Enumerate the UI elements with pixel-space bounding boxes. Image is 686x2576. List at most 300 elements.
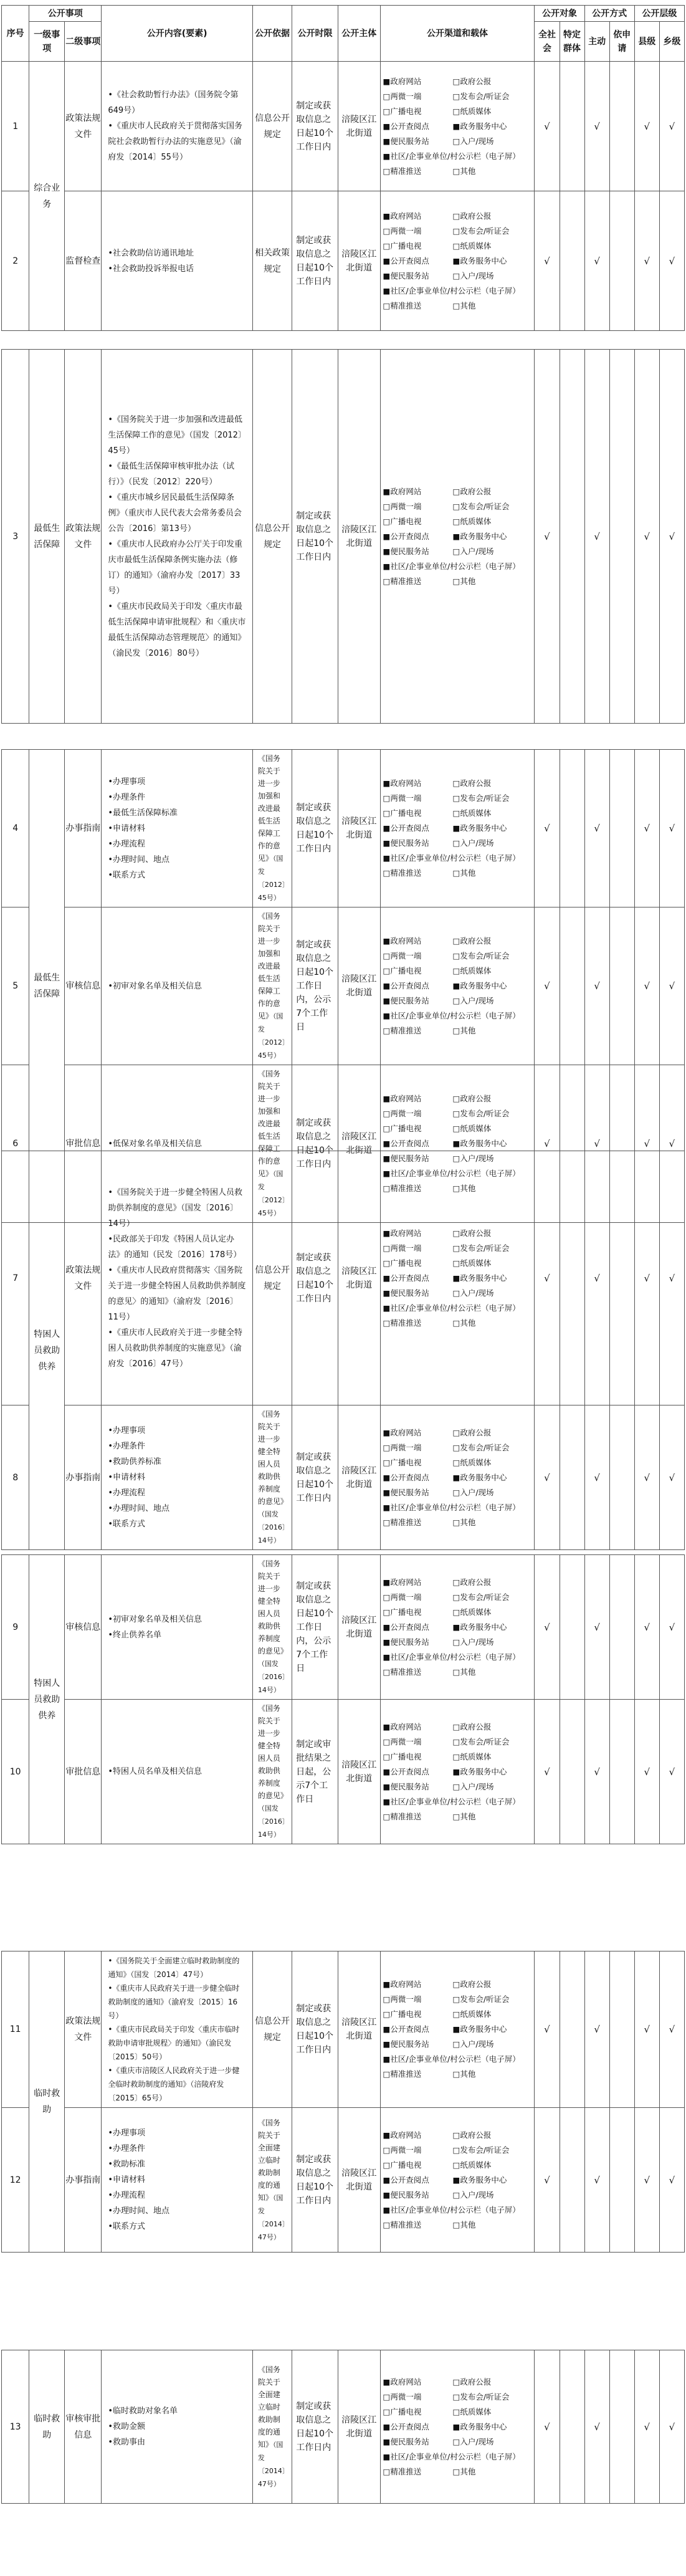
row-basis [252, 1555, 292, 1700]
channel-item: ■社区/企事业单位/村公示栏（电子屏） [383, 1502, 520, 1512]
check-active: √ [584, 1405, 609, 1550]
row-level2: 办事指南 [65, 1405, 102, 1550]
row-basis: 信息公开规定 [252, 62, 292, 191]
channel-line [383, 2007, 532, 2022]
channel-line [383, 2449, 532, 2464]
channel-item: ■公开查阅点 [383, 981, 429, 990]
header-seq: 序号 [2, 6, 29, 62]
channel-item: □两微一端 [383, 2145, 422, 2155]
row-content [102, 62, 253, 191]
channel-line [383, 1500, 532, 1515]
channel-line [383, 1590, 532, 1605]
check-town: √ [659, 350, 684, 724]
table-row [2, 1700, 685, 1844]
row-channel [380, 1951, 535, 2108]
channel-line [383, 2420, 532, 2435]
row-seq: 9 [2, 1555, 29, 1700]
channel-item: ■社区/企事业单位/村公示栏（电子屏） [383, 2054, 520, 2064]
content-line: •终止供养名单 [108, 1630, 161, 1640]
check-specific-group [560, 907, 584, 1065]
channel-line [383, 1241, 532, 1256]
content-line: •办理时间、地点 [108, 2206, 169, 2216]
row-level2: 办事指南 [65, 2108, 102, 2253]
channel-line [383, 2143, 532, 2158]
channel-item: ■政务服务中心 [452, 1273, 507, 1283]
row-content [102, 1555, 253, 1700]
basis-doc: 《国务院关于进一步加强和改进最低生活保障工作的意见》 [257, 1070, 280, 1178]
channel-item: □政府公报 [452, 1228, 492, 1238]
channel-line [383, 2218, 532, 2233]
check-all-society: √ [535, 62, 560, 191]
channel-line [383, 2188, 532, 2203]
channel-item: □政府公报 [452, 486, 492, 496]
channel-item: □两微一端 [383, 501, 422, 511]
check-all-society: √ [535, 350, 560, 724]
check-county: √ [634, 2108, 659, 2253]
channel-item: ■公开查阅点 [383, 1273, 429, 1283]
channel-line [383, 2173, 532, 2188]
channel-line [383, 1121, 532, 1136]
row-seq: 12 [2, 2108, 29, 2253]
content-line: •联系方式 [108, 870, 145, 880]
check-county: √ [634, 191, 659, 331]
header-channel: 公开渠道和载体 [380, 6, 535, 62]
channel-item: □纸质媒体 [452, 516, 492, 526]
header-method: 公开方式 [584, 6, 634, 22]
row-content [102, 1951, 253, 2108]
check-apply [609, 1555, 634, 1700]
channel-line [383, 574, 532, 589]
channel-item: ■社区/企事业单位/村公示栏（电子屏） [383, 2451, 520, 2461]
content-line: •申请材料 [108, 1473, 145, 1482]
row-level2: 办事指南 [65, 750, 102, 907]
header-all-society: 全社会 [535, 22, 560, 62]
channel-item: □发布会/听证会 [452, 2145, 510, 2155]
row-channel [380, 191, 535, 331]
content-line: •《重庆市人民政府贯彻落实〈国务院关于进一步健全特困人员救助供养制度的意见〉的通知》（渝府发〔2016〕11号） [108, 1265, 246, 1322]
content-line: •《重庆市人民政府办公厅关于印发重庆市最低生活保障条例实施办法（修订）的通知》（渝府办发〔2017〕33号） [108, 539, 242, 596]
row-level2: 政策法规文件 [65, 1151, 102, 1405]
content-line: •办理流程 [108, 2191, 145, 2200]
row-subject: 涪陵区江北街道 [338, 350, 381, 724]
channel-line [383, 1316, 532, 1331]
channel-item: □其他 [452, 1667, 476, 1677]
content-line: •救助事由 [108, 2438, 145, 2447]
check-specific-group [560, 750, 584, 907]
header-level2: 二级事项 [65, 22, 102, 62]
row-time: 制定或获取信息之日起10个工作日内 [292, 1951, 338, 2108]
channel-line [383, 2375, 532, 2390]
channel-item: □精准推送 [383, 1318, 422, 1328]
row-time: 制定或获取信息之日起10个工作日内 [292, 750, 338, 907]
row-basis [252, 2108, 292, 2253]
channel-item: □其他 [452, 1026, 476, 1035]
channel-item: ■政府网站 [383, 1228, 422, 1238]
channel-item: □两微一端 [383, 951, 422, 960]
channel-item: ■政务服务中心 [452, 1472, 507, 1482]
channel-item: □其他 [452, 166, 476, 176]
channel-item: ■政务服务中心 [452, 823, 507, 833]
row-basis [252, 2350, 292, 2504]
channel-item: ■政务服务中心 [452, 1766, 507, 1776]
row-channel [380, 1405, 535, 1550]
channel-line [383, 544, 532, 559]
channel-item: □其他 [452, 2219, 476, 2229]
header-town: 乡级 [659, 22, 684, 62]
check-specific-group [560, 1555, 584, 1700]
basis-doc-no: （国发〔2014〕47号） [257, 2193, 286, 2241]
check-all-society: √ [535, 750, 560, 907]
channel-item: □政府公报 [452, 76, 492, 86]
channel-item: □政府公报 [452, 2130, 492, 2140]
channel-line [383, 1023, 532, 1038]
channel-line [383, 254, 532, 269]
channel-item: □政府公报 [452, 1427, 492, 1437]
channel-item: □广播电视 [383, 1124, 422, 1133]
channel-line [383, 239, 532, 254]
channel-line [383, 89, 532, 104]
basis-doc-no: （国发〔2016〕14号） [257, 1510, 286, 1544]
channel-line [383, 529, 532, 544]
channel-item: □入户/现场 [452, 838, 494, 848]
check-town: √ [659, 2350, 684, 2504]
check-apply [609, 1151, 634, 1405]
disclosure-table-part2 [1, 349, 685, 724]
check-county: √ [634, 1405, 659, 1550]
channel-line [383, 1977, 532, 1992]
table-row [2, 750, 685, 907]
channel-line [383, 836, 532, 851]
channel-line [383, 1650, 532, 1665]
channel-item: □纸质媒体 [452, 808, 492, 818]
channel-item: □广播电视 [383, 1258, 422, 1268]
channel-line [383, 1809, 532, 1824]
disclosure-table-part1 [1, 5, 685, 331]
row-content [102, 2350, 253, 2504]
channel-item: □两微一端 [383, 1736, 422, 1746]
content-line: •办理条件 [108, 792, 145, 802]
row-content [102, 907, 253, 1065]
content-line: •初审对象名单及相关信息 [108, 1614, 202, 1624]
row-subject: 涪陵区江北街道 [338, 1405, 381, 1550]
row-basis: 信息公开规定 [252, 350, 292, 724]
channel-item: □入户/现场 [452, 271, 494, 280]
header-apply: 依申请 [609, 22, 634, 62]
channel-line [383, 1515, 532, 1530]
header-active: 主动 [584, 22, 609, 62]
row-level2: 政策法规文件 [65, 62, 102, 191]
channel-item: □纸质媒体 [452, 2160, 492, 2170]
check-county: √ [634, 1951, 659, 2108]
channel-line [383, 2067, 532, 2082]
channel-item: □发布会/听证会 [452, 1592, 510, 1602]
content-line: •办理事项 [108, 777, 145, 787]
channel-item: □其他 [452, 1184, 476, 1193]
channel-line [383, 1271, 532, 1286]
content-line: •救助标准 [108, 2160, 145, 2169]
channel-item: □两微一端 [383, 1994, 422, 2004]
row-subject: 涪陵区江北街道 [338, 1151, 381, 1405]
channel-item: □发布会/听证会 [452, 1442, 510, 1452]
channel-item: □两微一端 [383, 91, 422, 101]
row-seq: 10 [2, 1700, 29, 1844]
check-town: √ [659, 1405, 684, 1550]
content-line: •救助供养标准 [108, 1457, 161, 1467]
check-active: √ [584, 907, 609, 1065]
row-channel [380, 1151, 535, 1405]
content-line: •社会救助投诉举报电话 [108, 264, 194, 274]
channel-item: □纸质媒体 [452, 1124, 492, 1133]
channel-line [383, 2158, 532, 2173]
content-line: •《重庆市人民政府关于进一步健全特困人员救助供养制度的实施意见》（渝府发〔2016〕47号） [108, 1328, 242, 1369]
content-line: •《重庆市人民政府关于进一步健全临时救助制度的通知》（渝府发〔2015〕16号） [108, 1984, 240, 2020]
channel-item: □纸质媒体 [452, 966, 492, 975]
channel-item: ■便民服务站 [383, 2039, 429, 2049]
channel-item: ■政务服务中心 [452, 2421, 507, 2431]
row-time: 制定或获取信息之日起10个工作日内 [292, 1151, 338, 1405]
check-active: √ [584, 1951, 609, 2108]
table-row [2, 350, 685, 724]
disclosure-table-part5 [1, 1554, 685, 1844]
channel-line [383, 1485, 532, 1500]
content-line: •办理流程 [108, 1488, 145, 1498]
header-level1: 一级事项 [29, 22, 65, 62]
row-level2: 审批信息 [65, 1065, 102, 1223]
table-row [2, 2350, 685, 2504]
channel-line [383, 1301, 532, 1316]
channel-item: □发布会/听证会 [452, 501, 510, 511]
channel-item: ■便民服务站 [383, 136, 429, 146]
channel-item: □政府公报 [452, 211, 492, 221]
content-line: •《重庆市民政局关于印发〈重庆市最低生活保障申请审批规程〉和〈重庆市最低生活保障动态管理规范〉的通知》（渝民发〔2016〕80号） [108, 601, 246, 658]
check-town: √ [659, 750, 684, 907]
channel-item: ■便民服务站 [383, 1288, 429, 1298]
channel-item: □广播电视 [383, 1751, 422, 1761]
content-line: •办理事项 [108, 2128, 145, 2138]
content-line: •救助金额 [108, 2422, 145, 2431]
disclosure-table-part4 [1, 1151, 685, 1550]
check-apply [609, 1700, 634, 1844]
check-apply [609, 62, 634, 191]
content-line: •临时救助对象名单 [108, 2406, 178, 2416]
channel-item: ■公开查阅点 [383, 531, 429, 541]
check-specific-group [560, 1700, 584, 1844]
channel-item: □入户/现场 [452, 546, 494, 556]
row-channel [380, 907, 535, 1065]
row-content [102, 750, 253, 907]
row-time: 制定或获取信息之日起10个工作日内 [292, 350, 338, 724]
channel-item: □入户/现场 [452, 2436, 494, 2446]
channel-item: □政府公报 [452, 936, 492, 946]
row-basis: 信息公开规定 [252, 1151, 292, 1405]
channel-line [383, 1440, 532, 1455]
row-level1: 最低生活保障 [29, 750, 65, 1223]
basis-doc-no: （国发〔2012〕45号） [257, 855, 286, 902]
channel-item: ■便民服务站 [383, 271, 429, 280]
channel-item: □纸质媒体 [452, 1258, 492, 1268]
channel-item: □两微一端 [383, 1592, 422, 1602]
channel-line [383, 209, 532, 224]
row-level2: 审核信息 [65, 907, 102, 1065]
check-all-society: √ [535, 191, 560, 331]
header-county: 县级 [634, 22, 659, 62]
check-apply [609, 750, 634, 907]
row-seq: 2 [2, 191, 29, 331]
content-line: •《重庆市涪陵区人民政府关于进一步健全临时救助制度的通知》（涪陵府发〔2015〕65号） [108, 2066, 240, 2102]
row-seq: 4 [2, 750, 29, 907]
channel-line [383, 1470, 532, 1485]
header-level: 公开层级 [634, 6, 684, 22]
channel-line [383, 134, 532, 149]
channel-line [383, 1226, 532, 1241]
channel-item: □精准推送 [383, 868, 422, 878]
channel-line [383, 1286, 532, 1301]
channel-item: ■政务服务中心 [452, 1622, 507, 1632]
channel-item: □纸质媒体 [452, 2009, 492, 2019]
channel-item: □政府公报 [452, 1577, 492, 1587]
header-time: 公开时限 [292, 6, 338, 62]
channel-item: ■社区/企事业单位/村公示栏（电子屏） [383, 2205, 520, 2214]
row-basis [252, 1405, 292, 1550]
channel-line [383, 224, 532, 239]
row-level1: 特困人员救助供养 [29, 1151, 65, 1550]
channel-item: □精准推送 [383, 1026, 422, 1035]
channel-item: □两微一端 [383, 1243, 422, 1253]
channel-item: □入户/现场 [452, 1154, 494, 1163]
row-seq: 6 [2, 1065, 29, 1223]
content-line: •办理事项 [108, 1426, 145, 1435]
channel-item: ■公开查阅点 [383, 1472, 429, 1482]
channel-item: □精准推送 [383, 2466, 422, 2476]
check-active: √ [584, 62, 609, 191]
row-time: 制定或获取信息之日起10个工作日内 [292, 2350, 338, 2504]
row-time: 制定或审批结果之日起，公示7个工作日 [292, 1700, 338, 1844]
row-channel [380, 62, 535, 191]
channel-item: □纸质媒体 [452, 241, 492, 251]
channel-item: □精准推送 [383, 2069, 422, 2079]
check-specific-group [560, 350, 584, 724]
channel-item: □精准推送 [383, 1667, 422, 1677]
row-time: 制定或获取信息之日起10个工作日内 [292, 191, 338, 331]
check-county: √ [634, 1555, 659, 1700]
check-active: √ [584, 2108, 609, 2253]
channel-line [383, 806, 532, 821]
basis-doc-no: （国发〔2014〕47号） [257, 2440, 286, 2488]
channel-item: □两微一端 [383, 793, 422, 803]
row-content [102, 191, 253, 331]
channel-line [383, 934, 532, 949]
header-matters: 公开事项 [29, 6, 102, 22]
channel-item: □纸质媒体 [452, 2406, 492, 2416]
channel-item: □入户/现场 [452, 136, 494, 146]
channel-item: ■便民服务站 [383, 838, 429, 848]
row-time: 制定或获取信息之日起10个工作日内 [292, 2108, 338, 2253]
basis-doc: 《国务院关于全面建立临时救助制度的通知》 [257, 2365, 280, 2449]
channel-item: □两微一端 [383, 1442, 422, 1452]
channel-item: □两微一端 [383, 1109, 422, 1118]
row-seq: 8 [2, 1405, 29, 1550]
row-subject: 涪陵区江北街道 [338, 191, 381, 331]
channel-item: ■公开查阅点 [383, 2024, 429, 2034]
row-channel [380, 750, 535, 907]
row-seq: 7 [2, 1151, 29, 1405]
channel-line [383, 1136, 532, 1151]
channel-item: □两微一端 [383, 226, 422, 236]
check-apply [609, 2350, 634, 2504]
row-content [102, 2108, 253, 2253]
content-line: •联系方式 [108, 2222, 145, 2231]
row-basis [252, 907, 292, 1065]
channel-line [383, 1425, 532, 1440]
table-row [2, 1555, 685, 1700]
row-level1: 特困人员救助供养 [29, 1555, 65, 1844]
channel-item: □广播电视 [383, 2406, 422, 2416]
table-row [2, 1405, 685, 1550]
check-town: √ [659, 191, 684, 331]
check-active: √ [584, 1065, 609, 1223]
disclosure-table-part6 [1, 1951, 685, 2253]
channel-line [383, 74, 532, 89]
channel-line [383, 791, 532, 806]
row-level2: 政策法规文件 [65, 1951, 102, 2108]
row-seq: 13 [2, 2350, 29, 2504]
row-level2: 审批信息 [65, 1700, 102, 1844]
content-line: •低保对象名单及相关信息 [108, 1139, 202, 1149]
channel-item: □精准推送 [383, 1517, 422, 1527]
row-content [102, 1405, 253, 1550]
row-subject: 涪陵区江北街道 [338, 1951, 381, 2108]
row-time: 制定或获取信息之日起10个工作日内 [292, 1405, 338, 1550]
channel-line [383, 1008, 532, 1023]
row-subject: 涪陵区江北街道 [338, 62, 381, 191]
row-level2: 审核信息 [65, 1555, 102, 1700]
basis-doc-no: （国发〔2012〕45号） [257, 1012, 286, 1060]
channel-line [383, 484, 532, 499]
check-specific-group [560, 191, 584, 331]
table-row [2, 907, 685, 1065]
content-line: •《国务院关于进一步加强和改进最低生活保障工作的意见》（国发〔2012〕45号） [108, 414, 246, 456]
channel-line [383, 1764, 532, 1779]
row-channel [380, 1700, 535, 1844]
check-all-society: √ [535, 1555, 560, 1700]
channel-line [383, 2203, 532, 2218]
channel-item: □政府公报 [452, 778, 492, 788]
channel-item: □其他 [452, 2069, 476, 2079]
channel-line [383, 559, 532, 574]
channel-line [383, 1620, 532, 1635]
channel-item: □发布会/听证会 [452, 1109, 510, 1118]
channel-line [383, 866, 532, 881]
channel-item: ■公开查阅点 [383, 1622, 429, 1632]
channel-item: ■公开查阅点 [383, 1139, 429, 1148]
channel-item: ■政府网站 [383, 936, 422, 946]
row-time: 制定或获取信息之日起10个工作日内 [292, 1065, 338, 1223]
channel-item: □入户/现场 [452, 2039, 494, 2049]
channel-item: □精准推送 [383, 166, 422, 176]
content-line: •民政部关于印发《特困人员认定办法》的通知（民发〔2016〕178号） [108, 1234, 242, 1260]
channel-item: ■便民服务站 [383, 2190, 429, 2200]
channel-item: ■公开查阅点 [383, 1766, 429, 1776]
channel-item: ■公开查阅点 [383, 2175, 429, 2185]
channel-line [383, 164, 532, 179]
channel-line [383, 119, 532, 134]
channel-line [383, 104, 532, 119]
check-all-society: √ [535, 1151, 560, 1405]
channel-item: □发布会/听证会 [452, 91, 510, 101]
check-active: √ [584, 191, 609, 331]
channel-item: □纸质媒体 [452, 1607, 492, 1617]
row-seq: 1 [2, 62, 29, 191]
